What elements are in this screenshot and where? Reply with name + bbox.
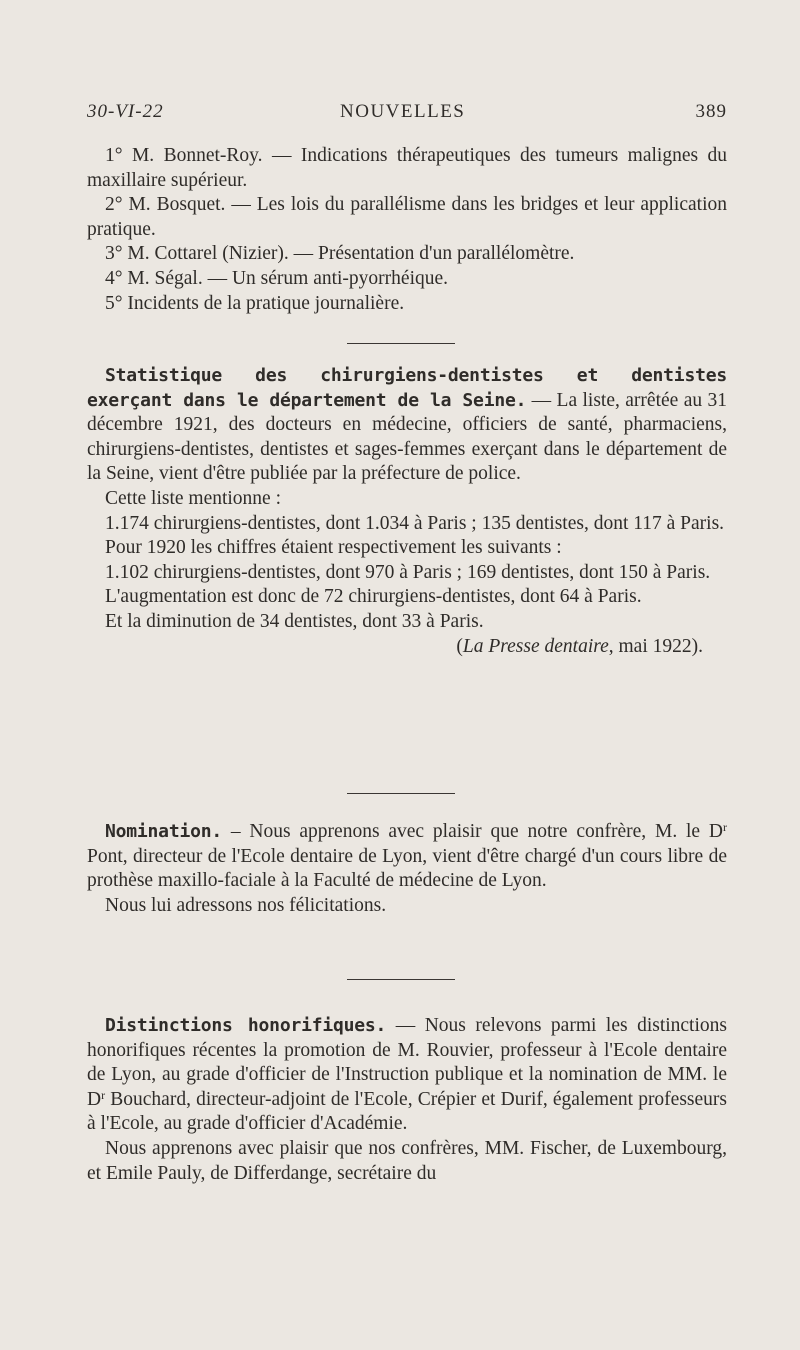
header-date: 30-VI-22 bbox=[87, 101, 164, 122]
source-title: La Presse dentaire bbox=[462, 635, 609, 657]
header-title: NOUVELLES bbox=[340, 101, 466, 122]
distinctions-section bbox=[87, 1014, 727, 1186]
program-list bbox=[87, 144, 727, 316]
nomination-paragraph bbox=[87, 820, 727, 894]
nomination-section bbox=[87, 820, 727, 918]
source-date: , mai 1922). bbox=[608, 635, 703, 657]
paragraph: Pour 1920 les chiffres étaient respectivement les suivants : bbox=[105, 537, 562, 559]
nomination-heading: Nomination. bbox=[105, 821, 223, 842]
section-divider bbox=[347, 343, 455, 344]
paragraph: Nous lui adressons nos félicitations. bbox=[105, 894, 387, 916]
paragraph: Et la diminution de 34 dentistes, dont 33 à Paris. bbox=[105, 610, 484, 632]
distinctions-text-a: — Nous relevons parmi les distinctions honorifiques récentes la promotion de M. Rouvier, professeur à l'Ecole dentaire de Lyon, au grade d'officier de l'Instruction publique et la nomination de MM. le D bbox=[87, 1015, 727, 1110]
source-citation bbox=[87, 635, 727, 660]
list-item: 3° M. Cottarel (Nizier). — Présentation d'un parallélomètre. bbox=[105, 243, 575, 265]
list-item: 5° Incidents de la pratique journalière. bbox=[105, 292, 405, 314]
paragraph: Cette liste mentionne : bbox=[105, 487, 282, 509]
superscript: r bbox=[101, 1087, 106, 1102]
source-open: ( bbox=[456, 635, 463, 657]
distinctions-heading: Distinctions honorifiques. bbox=[105, 1015, 387, 1036]
list-item: 1° M. Bonnet-Roy. — Indications thérapeutiques des tumeurs malignes du maxillaire supérieur. bbox=[87, 145, 727, 191]
paragraph: 1.102 chirurgiens-dentistes, dont 970 à Paris ; 169 dentistes, dont 150 à Paris. bbox=[105, 561, 711, 583]
nomination-text-b: Pont, directeur de l'Ecole dentaire de Lyon, vient d'être chargé d'un cours libre de prothèse maxillo-faciale à la Faculté de médecine de Lyon. bbox=[87, 845, 727, 892]
statistique-section bbox=[87, 364, 727, 659]
list-item: 4° M. Ségal. — Un sérum anti-pyorrhéique. bbox=[105, 267, 449, 289]
distinctions-paragraph bbox=[87, 1014, 727, 1137]
section-divider bbox=[347, 793, 455, 794]
list-item: 2° M. Bosquet. — Les lois du parallélisme dans les bridges et leur application pratique. bbox=[87, 194, 727, 240]
section-divider bbox=[347, 979, 455, 980]
page-number: 389 bbox=[695, 101, 727, 122]
statistique-intro: — La liste, arrêtée au 31 décembre 1921, des docteurs en médecine, officiers de santé, pharmaciens, chirurgiens-dentistes, dentistes et sages-femmes exerçant dans le département de la Seine, vient d'être publiée par la préfecture de police. bbox=[87, 389, 727, 485]
paragraph: Nous apprenons avec plaisir que nos confrères, MM. Fischer, de Luxembourg, et Emile Pauly, de Differdange, secrétaire du bbox=[87, 1137, 727, 1184]
nomination-text-a: – Nous apprenons avec plaisir que notre confrère, M. le D bbox=[222, 821, 723, 842]
paragraph: L'augmentation est donc de 72 chirurgiens-dentistes, dont 64 à Paris. bbox=[105, 586, 642, 608]
paragraph: 1.174 chirurgiens-dentistes, dont 1.034 à Paris ; 135 dentistes, dont 117 à Paris. bbox=[105, 512, 725, 534]
statistique-heading: Statistique des chirurgiens-dentistes et dentistes exerçant dans le département de la Seine. bbox=[87, 365, 727, 411]
distinctions-text-b: Bouchard, directeur-adjoint de l'Ecole, Crépier et Durif, également professeurs à l'Ecole, au grade d'officier d'Académie. bbox=[87, 1088, 727, 1135]
statistique-intro-paragraph bbox=[87, 364, 727, 487]
superscript: r bbox=[723, 820, 727, 834]
